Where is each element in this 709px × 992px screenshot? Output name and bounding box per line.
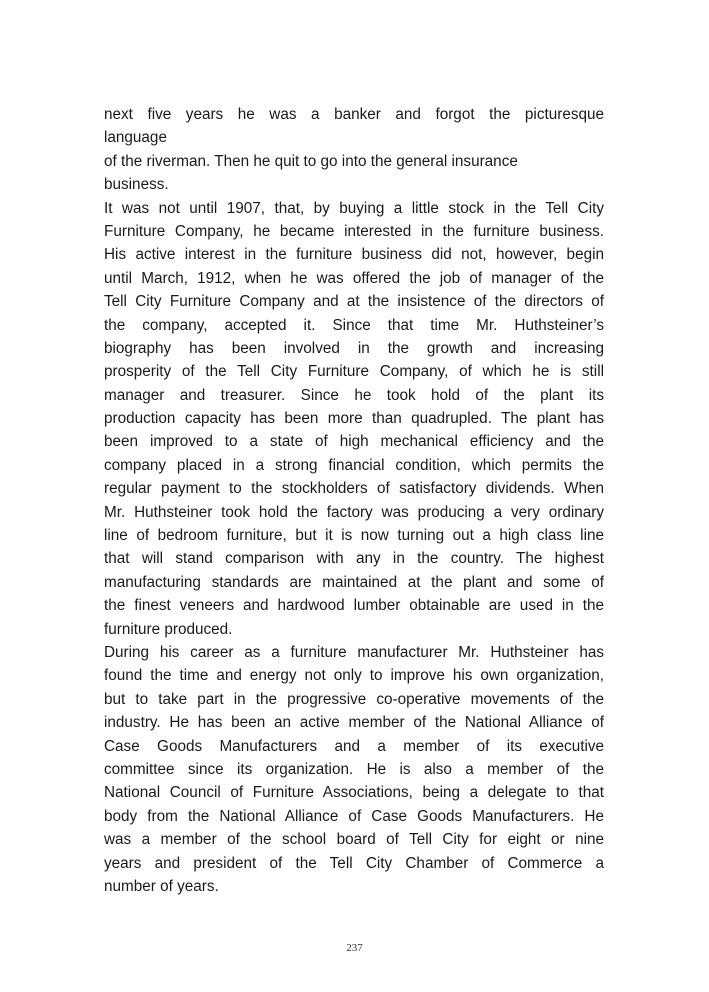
- text-line: Furniture Company, he became interested in the furniture business.: [104, 222, 604, 240]
- text-line: furniture produced.: [104, 620, 233, 638]
- text-line: business.: [104, 176, 169, 194]
- text-line: found the time and energy not only to improve his own organization,: [104, 667, 604, 685]
- text-line: Tell City Furniture Company and at the insistence of the directors of: [104, 293, 604, 311]
- text-line: prosperity of the Tell City Furniture Company, of which he is still: [104, 363, 604, 381]
- text-line: was a member of the school board of Tell City for eight or nine: [104, 831, 604, 849]
- text-line: production capacity has been more than quadrupled. The plant has: [104, 410, 604, 428]
- text-line: committee since its organization. He is also a member of the: [104, 760, 604, 778]
- text-line: the company, accepted it. Since that time Mr. Huthsteiner’s: [104, 316, 604, 334]
- text-line: but to take part in the progressive co-operative movements of the: [104, 690, 604, 708]
- text-line: regular payment to the stockholders of satisfactory dividends. When: [104, 480, 604, 498]
- text-line: the finest veneers and hardwood lumber obtainable are used in the: [104, 597, 604, 615]
- text-line: years and president of the Tell City Chamber of Commerce a: [104, 854, 604, 872]
- text-line: During his career as a furniture manufacturer Mr. Huthsteiner has: [104, 643, 604, 661]
- text-line: company placed in a strong financial condition, which permits the: [104, 456, 604, 474]
- text-line: next five years he was a banker and forgot the picturesque: [104, 106, 604, 123]
- text-line: language: [104, 129, 167, 147]
- text-line: His active interest in the furniture business did not, however, begin: [104, 246, 604, 264]
- text-line: until March, 1912, when he was offered the job of manager of the: [104, 269, 604, 287]
- text-line: of the riverman. Then he quit to go into the general insurance: [104, 152, 518, 170]
- text-line: industry. He has been an active member of the National Alliance of: [104, 714, 604, 732]
- text-line: It was not until 1907, that, by buying a little stock in the Tell City: [104, 199, 604, 217]
- text-line: line of bedroom furniture, but it is now turning out a high class line: [104, 527, 604, 545]
- text-line: that will stand comparison with any in the country. The highest: [104, 550, 604, 568]
- text-line: body from the National Alliance of Case Goods Manufacturers. He: [104, 807, 604, 825]
- text-line: biography has been involved in the growth and increasing: [104, 339, 604, 357]
- text-line: National Council of Furniture Associations, being a delegate to that: [104, 784, 604, 802]
- text-line: been improved to a state of high mechanical efficiency and the: [104, 433, 604, 451]
- page-number: 237: [346, 942, 363, 954]
- text-line: manufacturing standards are maintained at the plant and some of: [104, 573, 604, 591]
- text-line: number of years.: [104, 877, 219, 895]
- text-line: Case Goods Manufacturers and a member of its executive: [104, 737, 604, 755]
- text-line: manager and treasurer. Since he took hold of the plant its: [104, 386, 604, 404]
- text-line: Mr. Huthsteiner took hold the factory was producing a very ordinary: [104, 503, 604, 521]
- body-text: [104, 103, 604, 898]
